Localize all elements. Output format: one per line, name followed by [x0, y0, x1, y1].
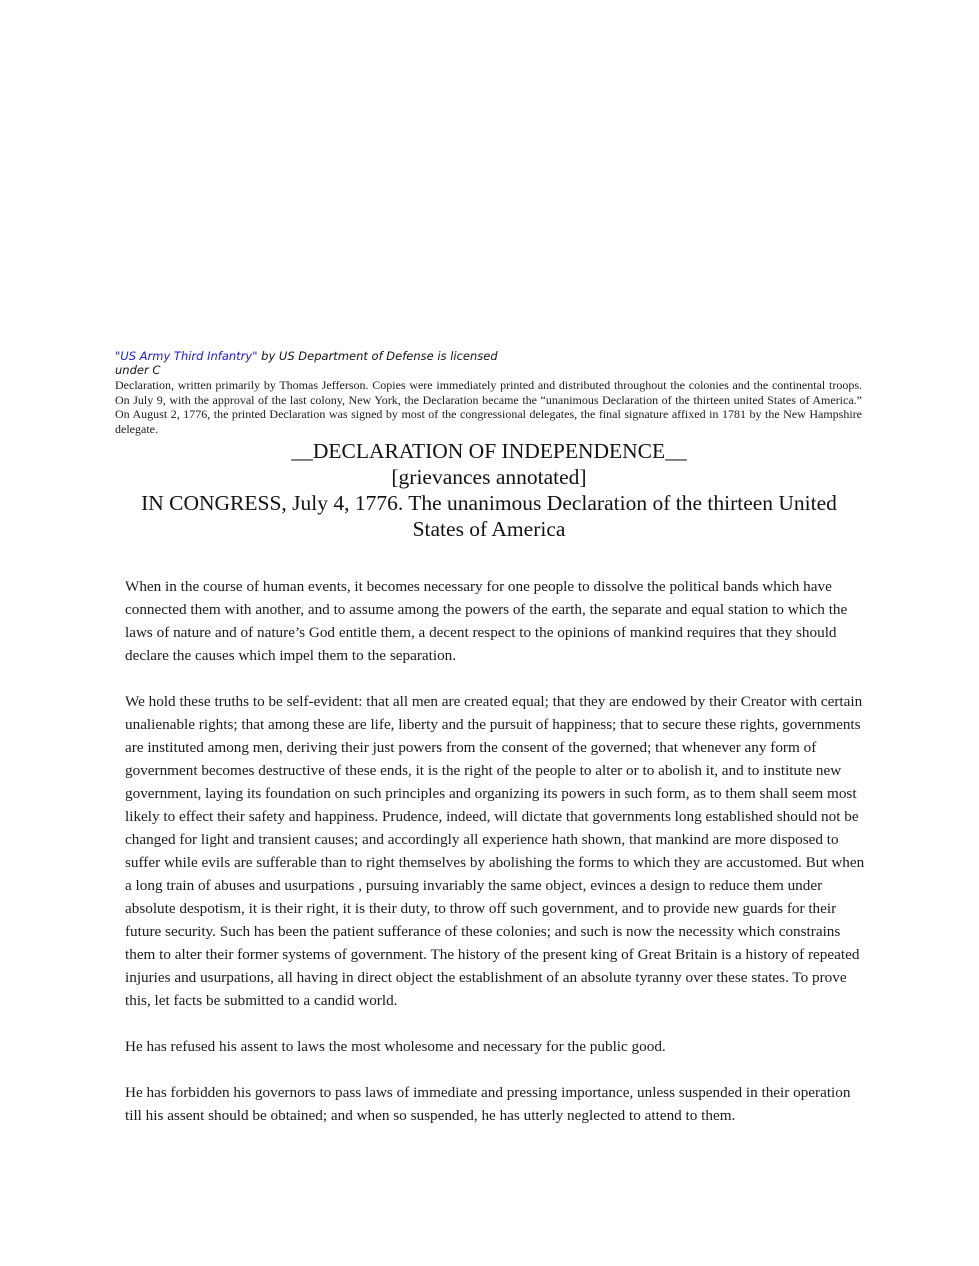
paragraph-preamble: When in the course of human events, it becomes necessary for one people to dissolve the political bands which have connected them with another, and to assume among the powers of the earth, the separate and equal station to which the laws of nature and of nature’s God entitle them, a decent respect to the opinions of mankind requires that they should declare the causes which impel them to the separation. [125, 578, 848, 664]
paragraph-grievance: He has forbidden his governors to pass laws of immediate and pressing importance, unless suspended in their operation till his assent should be obtained; and when so suspended, he has utterly neglected to attend to them. [125, 1084, 851, 1124]
credit-line [115, 349, 863, 363]
image-credit-link[interactable]: "US Army Third Infantry" [115, 349, 258, 363]
body-text [125, 575, 867, 1150]
document-title: __DECLARATION OF INDEPENDENCE__ [291, 439, 687, 463]
image-credit [115, 349, 863, 377]
document-subtitle: [grievances annotated] [391, 465, 587, 489]
paragraph-truths: We hold these truths to be self-evident: that all men are created equal; that they are endowed by their Creator with certain unalienable rights; that among these are life, liberty and the pursuit of happiness; that to secure these rights, governments are instituted among men, deriving their just powers from the consent of the governed; that whenever any form of government becomes destructive of these ends, it is the right of the people to alter or to abolish it, and to institute new government, laying its foundation on such principles and organizing its powers in such form, as to them shall seem most likely to effect their safety and happiness. Prudence, indeed, will dictate that governments long established should not be changed for light and transient causes; and accordingly all experience hath shown, that mankind are more disposed to suffer while evils are sufferable than to right themselves by abolishing the forms to which they are accustomed. But when a long train of abuses and usurpations , pursuing invariably the same object, evinces a design to reduce them under absolute despotism, it is their right, it is their duty, to throw off such government, and to provide new guards for their future security. Such has been the patient sufferance of these colonies; and such is now the necessity which constrains them to alter their former systems of government. The history of the present king of Great Britain is a history of repeated injuries and usurpations, all having in direct object the establishment of an absolute tyranny over these states. To prove this, let facts be submitted to a candid world. [125, 693, 865, 1009]
heading-block [115, 438, 863, 542]
intro-paragraph: Declaration, written primarily by Thomas Jefferson. Copies were immediately printed and distributed throughout the colonies and the continental troops. On July 9, with the approval of the last colony, New York, the Declaration became the “unanimous Declaration of the thirteen united States of America.” On August 2, 1776, the printed Declaration was signed by most of the congressional delegates, the final signature affixed in 1781 by the New Hampshire delegate. [115, 378, 862, 436]
credit-byline: by US Department of Defense is licensed [257, 349, 498, 363]
congress-line: IN CONGRESS, July 4, 1776. The unanimous Declaration of the thirteen United States of America [141, 491, 837, 541]
paragraph-grievance: He has refused his assent to laws the most wholesome and necessary for the public good. [125, 1038, 666, 1055]
image-placeholder [115, 40, 863, 340]
credit-license-line: under C [115, 363, 161, 377]
